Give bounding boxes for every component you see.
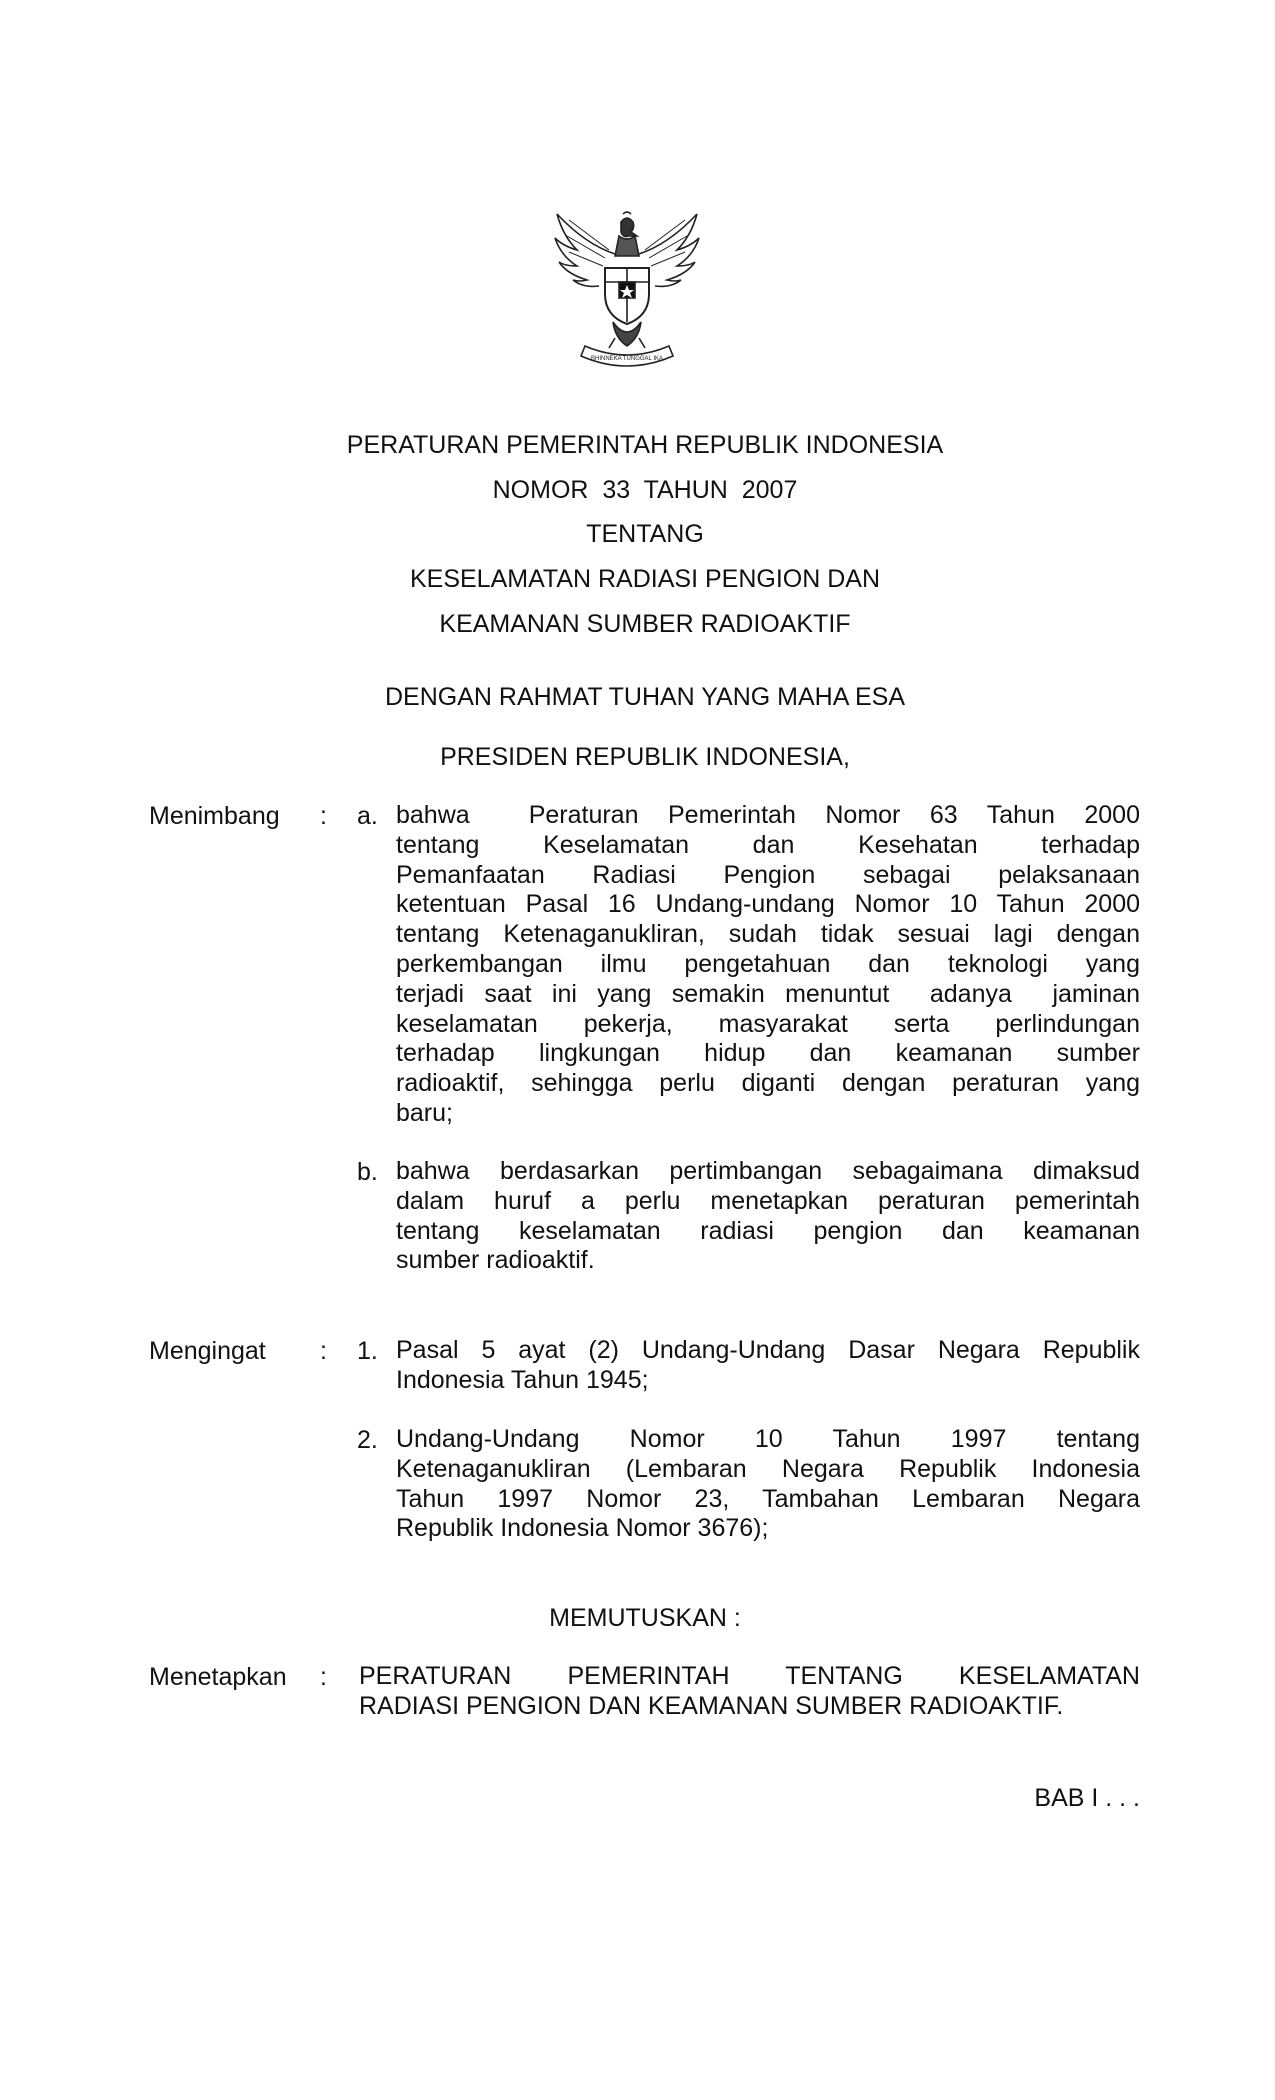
text-line: ketentuan Pasal 16 Undang-undang Nomor 10 Tahun 2000 xyxy=(396,890,1140,919)
text-line: Republik Indonesia Nomor 3676); xyxy=(396,1514,769,1543)
menetapkan-text xyxy=(359,1662,1140,1722)
text-line: tentang keselamatan radiasi pengion dan keamanan xyxy=(396,1216,1140,1245)
menimbang-colon: : xyxy=(320,802,327,830)
regulation-title: PERATURAN PEMERINTAH REPUBLIK INDONESIA xyxy=(346,431,944,459)
menetapkan-label: Menetapkan xyxy=(149,1663,287,1691)
mengingat-item-2 xyxy=(396,1425,1140,1544)
text-line: Undang-Undang Nomor 10 Tahun 1997 tentang xyxy=(396,1425,1140,1453)
president-line: PRESIDEN REPUBLIK INDONESIA, xyxy=(440,743,850,771)
text-line: Pemanfaatan Radiasi Pengion sebagai pelaksanaan xyxy=(396,860,1140,889)
svg-text:BHINNEKA TUNGGAL IKA: BHINNEKA TUNGGAL IKA xyxy=(590,356,664,362)
mengingat-colon: : xyxy=(320,1337,327,1365)
regulation-subject-line2: KEAMANAN SUMBER RADIOAKTIF xyxy=(439,610,851,638)
menetapkan-colon: : xyxy=(320,1663,327,1691)
menimbang-label: Menimbang xyxy=(149,802,280,830)
text-line: RADIASI PENGION DAN KEAMANAN SUMBER RADIOAKTIF. xyxy=(359,1691,1064,1720)
menimbang-marker-b: b. xyxy=(357,1158,378,1186)
text-line: PERATURAN PEMERINTAH TENTANG KESELAMATAN xyxy=(359,1662,1140,1690)
menimbang-item-b xyxy=(396,1157,1140,1276)
mengingat-item-1 xyxy=(396,1336,1140,1396)
text-line: terhadap lingkungan hidup dan keamanan sumber xyxy=(396,1039,1140,1068)
mengingat-label: Mengingat xyxy=(149,1337,266,1365)
text-line: bahwa berdasarkan pertimbangan sebagaimana dimaksud xyxy=(396,1157,1140,1185)
text-line: tentang Keselamatan dan Kesehatan terhadap xyxy=(396,830,1140,859)
text-line: Indonesia Tahun 1945; xyxy=(396,1365,649,1394)
next-page-indicator: BAB I . . . xyxy=(1034,1784,1140,1812)
text-line: keselamatan pekerja, masyarakat serta perlindungan xyxy=(396,1009,1140,1038)
text-line: dalam huruf a perlu menetapkan peraturan pemerintah xyxy=(396,1186,1140,1215)
text-line: bahwa Peraturan Pemerintah Nomor 63 Tahun 2000 xyxy=(396,801,1140,829)
text-line: baru; xyxy=(396,1098,453,1127)
text-line: Ketenaganukliran (Lembaran Negara Republik Indonesia xyxy=(396,1454,1140,1483)
text-line: Pasal 5 ayat (2) Undang-Undang Dasar Negara Republik xyxy=(396,1336,1140,1364)
regulation-number: NOMOR 33 TAHUN 2007 xyxy=(492,476,798,504)
blessing-line: DENGAN RAHMAT TUHAN YANG MAHA ESA xyxy=(384,683,905,711)
mengingat-marker-2: 2. xyxy=(357,1426,378,1454)
text-line: perkembangan ilmu pengetahuan dan teknologi yang xyxy=(396,949,1140,978)
garuda-emblem xyxy=(549,210,705,375)
menimbang-marker-a: a. xyxy=(357,802,378,830)
text-line: tentang Ketenaganukliran, sudah tidak sesuai lagi dengan xyxy=(396,920,1140,949)
text-line: radioaktif, sehingga perlu diganti dengan peraturan yang xyxy=(396,1069,1140,1098)
regulation-subject-line1: KESELAMATAN RADIASI PENGION DAN xyxy=(409,565,880,593)
memutuskan-heading: MEMUTUSKAN : xyxy=(549,1604,741,1632)
text-line: sumber radioaktif. xyxy=(396,1246,595,1275)
garuda-emblem-icon xyxy=(549,210,705,375)
menimbang-item-a xyxy=(396,801,1140,1129)
text-line: terjadi saat ini yang semakin menuntut adanya jaminan xyxy=(396,979,1140,1008)
tentang-heading: TENTANG xyxy=(586,520,704,548)
mengingat-marker-1: 1. xyxy=(357,1337,378,1365)
text-line: Tahun 1997 Nomor 23, Tambahan Lembaran Negara xyxy=(396,1484,1140,1513)
